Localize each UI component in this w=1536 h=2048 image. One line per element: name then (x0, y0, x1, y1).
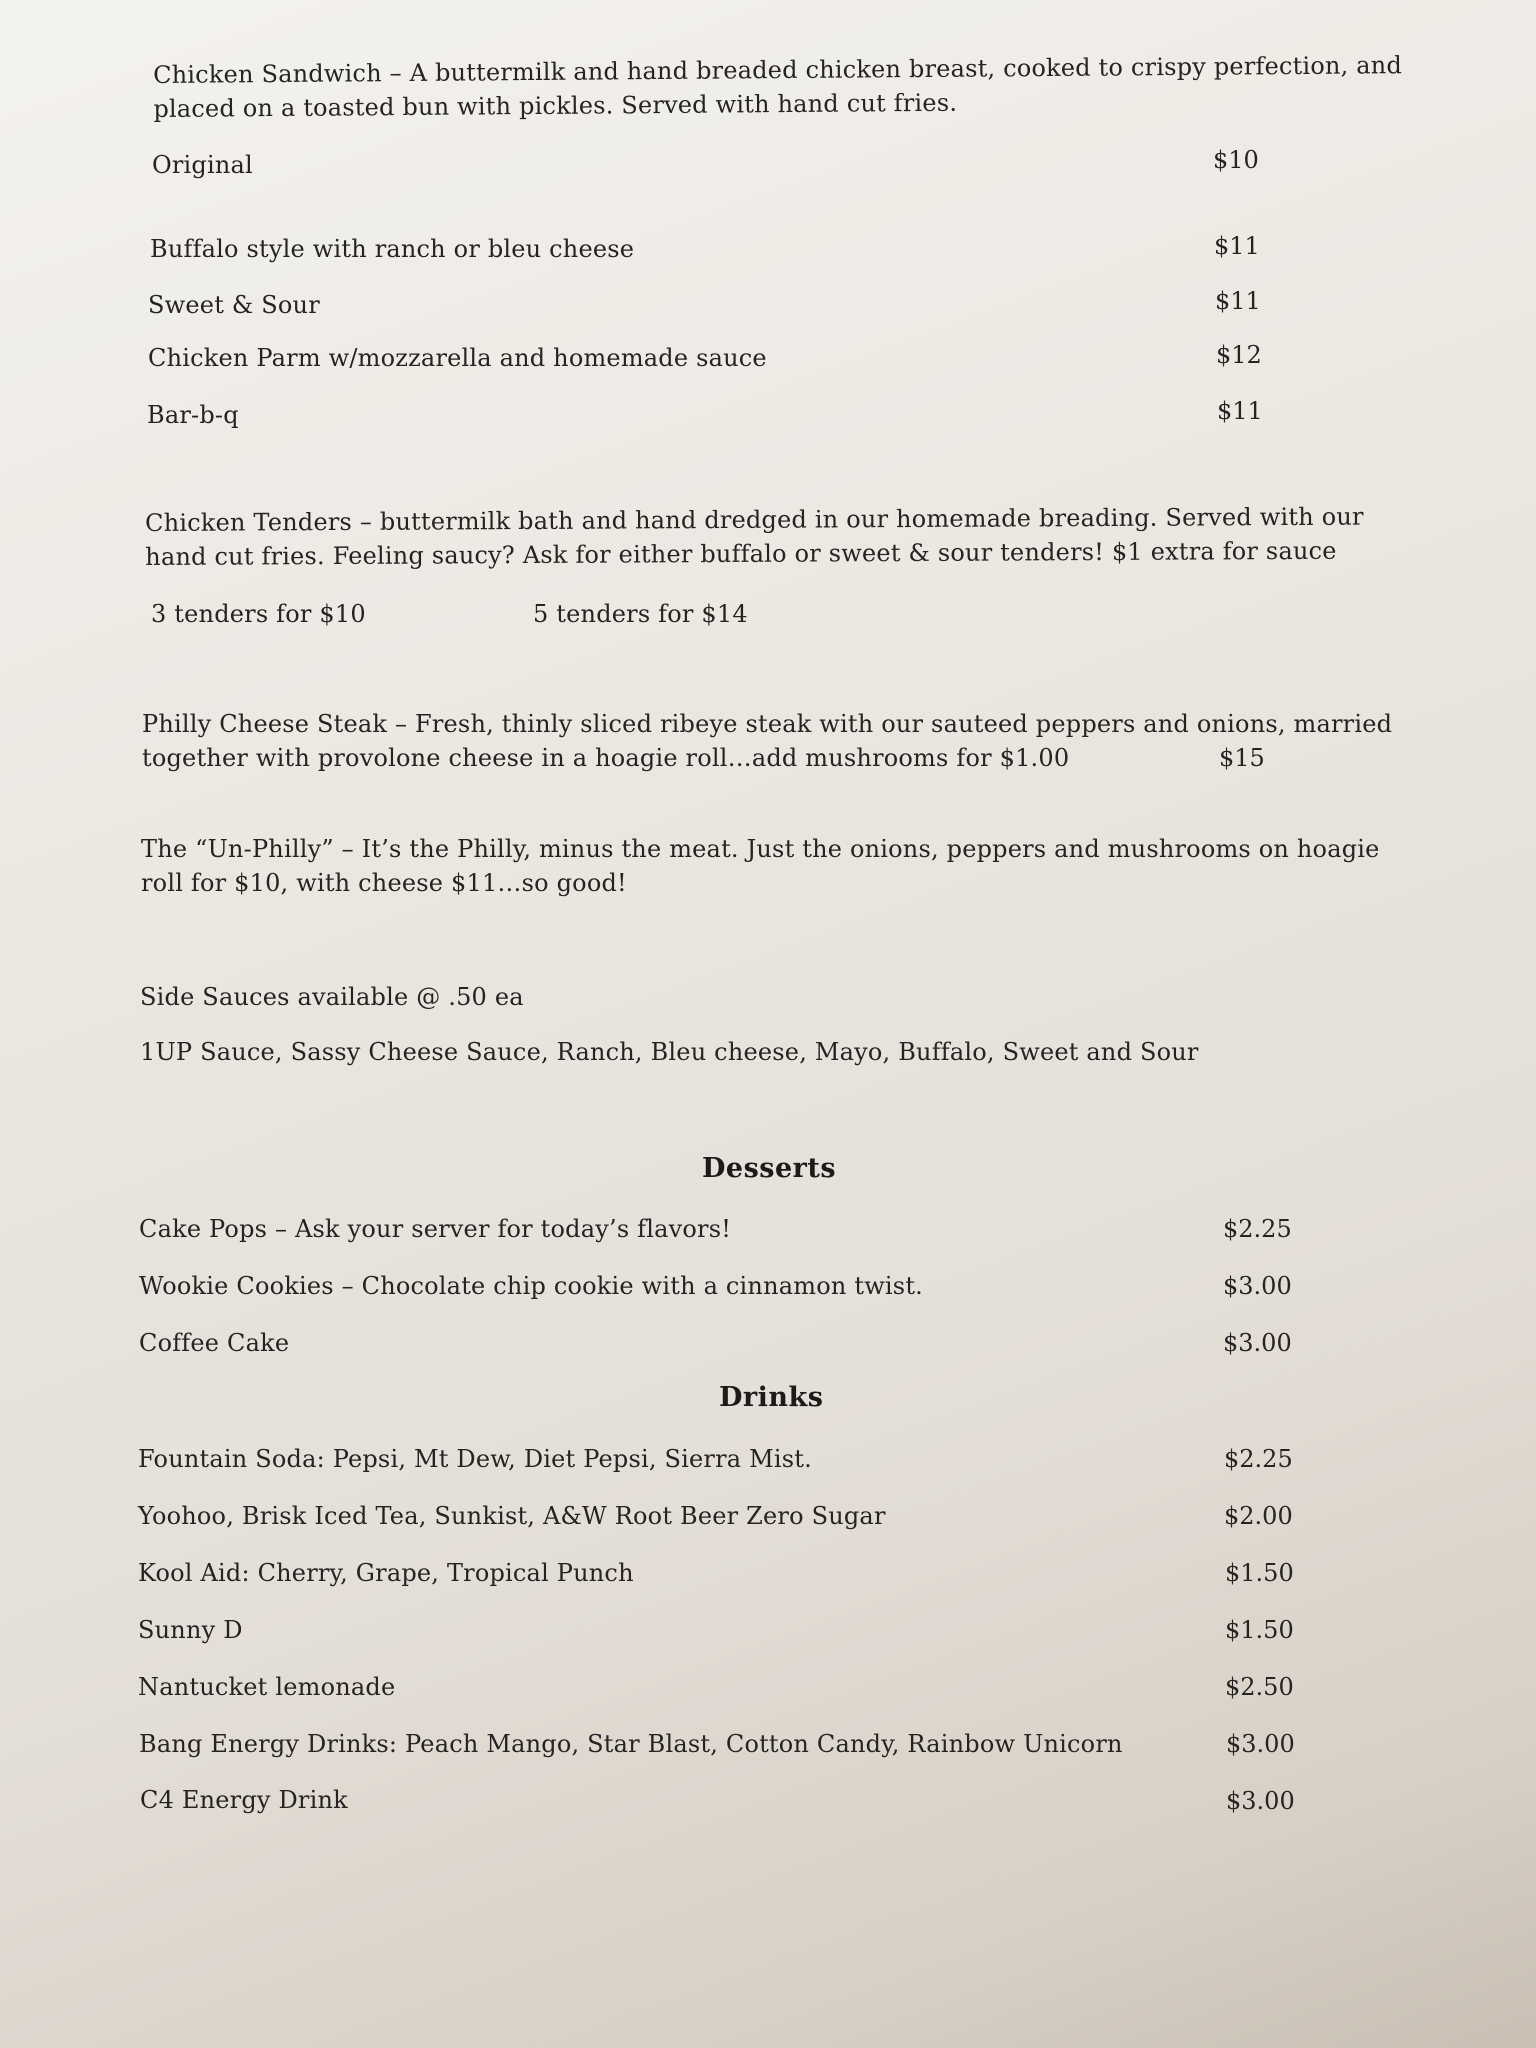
drink-item-price: $3.00 (1226, 1787, 1295, 1815)
dessert-item-name: Coffee Cake (139, 1329, 290, 1357)
dessert-item-price: $3.00 (1223, 1272, 1292, 1300)
drink-item-name: Sunny D (138, 1616, 243, 1644)
menu-item-price: $11 (1217, 397, 1263, 425)
menu-item-name: Bar-b-q (147, 401, 239, 429)
tenders-option-5: 5 tenders for $14 (533, 600, 748, 628)
drink-item-name: Bang Energy Drinks: Peach Mango, Star Blast, Cotton Candy, Rainbow Unicorn (139, 1730, 1123, 1758)
drink-item-name: Nantucket lemonade (138, 1673, 396, 1701)
tenders-option-3: 3 tenders for $10 (151, 600, 366, 628)
philly-description: Philly Cheese Steak – Fresh, thinly sliced ribeye steak with our sauteed peppers and onions, married together with provolone cheese in a hoagie roll…add mushrooms for $1.00 (142, 710, 1393, 772)
drinks-heading: Drinks (719, 1382, 824, 1413)
drink-item-price: $3.00 (1226, 1730, 1295, 1758)
desserts-heading: Desserts (702, 1153, 837, 1184)
philly-price: $15 (1219, 744, 1265, 772)
drink-item-price: $1.50 (1225, 1559, 1294, 1587)
chicken-tenders-description: Chicken Tenders – buttermilk bath and hand dredged in our homemade breading. Served with our hand cut fries. Feeling saucy? Ask for either buffalo or sweet & sour tenders! $1 extra for sauce (145, 502, 1364, 571)
menu-item-name: Chicken Parm w/mozzarella and homemade sauce (148, 344, 767, 372)
drink-item-name: Yoohoo, Brisk Iced Tea, Sunkist, A&W Root Beer Zero Sugar (138, 1502, 886, 1530)
dessert-item-name: Wookie Cookies – Chocolate chip cookie with a cinnamon twist. (139, 1272, 923, 1300)
menu-item-price: $11 (1215, 287, 1261, 315)
drink-item-price: $2.50 (1225, 1673, 1294, 1701)
menu-item-name: Original (152, 151, 253, 179)
chicken-sandwich-description: Chicken Sandwich – A buttermilk and hand breaded chicken breast, cooked to crispy perfection, and placed on a toasted bun with pickles. Served with hand cut fries. (153, 51, 1403, 123)
drink-item-price: $2.25 (1224, 1445, 1293, 1473)
dessert-item-price: $3.00 (1223, 1329, 1292, 1357)
drink-item-price: $2.00 (1224, 1502, 1293, 1530)
menu-item-price: $11 (1214, 232, 1260, 260)
drink-item-name: C4 Energy Drink (140, 1786, 348, 1814)
menu-item-name: Buffalo style with ranch or bleu cheese (150, 235, 635, 263)
dessert-item-price: $2.25 (1223, 1215, 1292, 1243)
menu-item-price: $12 (1216, 341, 1262, 369)
side-sauces-list: 1UP Sauce, Sassy Cheese Sauce, Ranch, Bleu cheese, Mayo, Buffalo, Sweet and Sour (140, 1038, 1199, 1066)
un-philly-description: The “Un-Philly” – It’s the Philly, minus the meat. Just the onions, peppers and mushrooms on hoagie roll for $10, with cheese $11…so good! (141, 835, 1380, 897)
drink-item-name: Kool Aid: Cherry, Grape, Tropical Punch (138, 1559, 634, 1587)
drink-item-price: $1.50 (1225, 1616, 1294, 1644)
side-sauces-title: Side Sauces available @ .50 ea (140, 983, 524, 1011)
menu-item-name: Sweet & Sour (148, 291, 320, 319)
drink-item-name: Fountain Soda: Pepsi, Mt Dew, Diet Pepsi, Sierra Mist. (138, 1445, 812, 1473)
menu-item-price: $10 (1213, 146, 1259, 174)
dessert-item-name: Cake Pops – Ask your server for today’s flavors! (139, 1215, 732, 1243)
